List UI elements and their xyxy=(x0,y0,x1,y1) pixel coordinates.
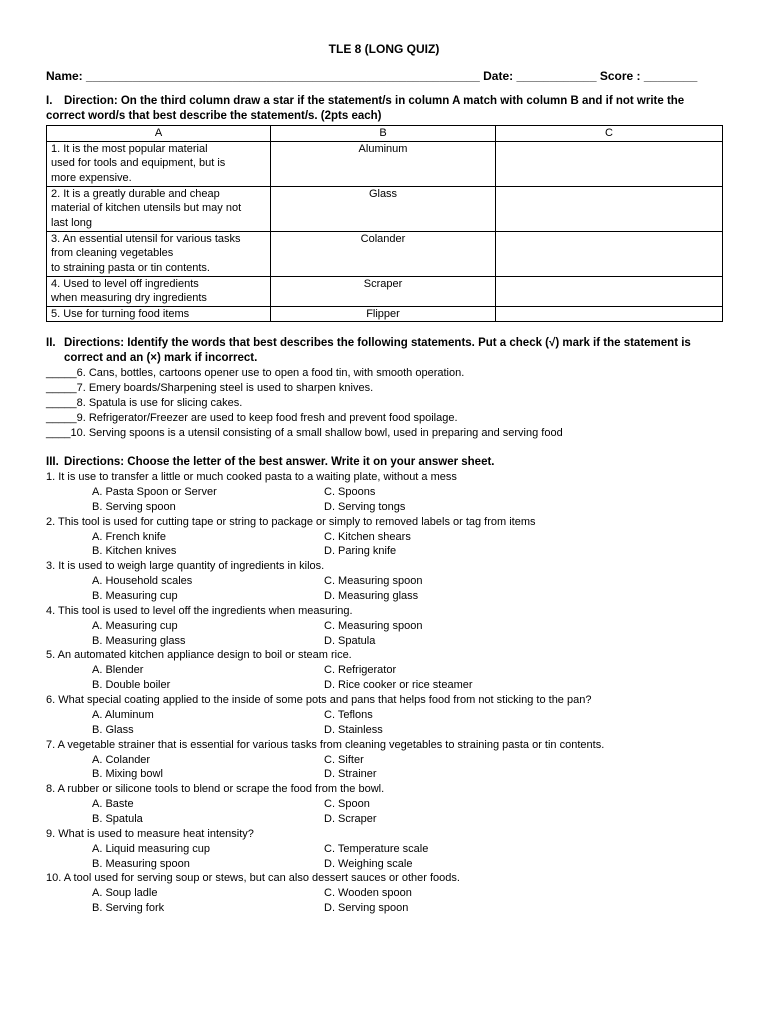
question-text: 5. An automated kitchen appliance design to boil or steam rice. xyxy=(46,649,352,662)
answer-option: A. Blender xyxy=(92,664,144,677)
answer-options xyxy=(46,886,722,916)
statement-item: _____9. Refrigerator/Freezer are used to keep food fresh and prevent food spoilage. xyxy=(46,412,458,424)
question-text: 9. What is used to measure heat intensity? xyxy=(46,827,254,840)
column-a-cell xyxy=(47,141,271,186)
answer-option: A. Pasta Spoon or Server xyxy=(92,486,217,498)
answer-option: D. Spatula xyxy=(324,634,376,647)
question-text: 7. A vegetable strainer that is essential for various tasks from cleaning vegetables to straining pasta or tin contents. xyxy=(46,738,605,751)
answer-option: D. Paring knife xyxy=(324,545,397,558)
answer-option: B. Serving fork xyxy=(92,902,165,915)
answer-option: C. Spoon xyxy=(324,798,370,811)
section-1-direction-text: Direction: On the third column draw a star if the statement/s in column A match with column B and if not write the correct word/s that best describe the statement/s. (2pts each) xyxy=(46,95,685,122)
answer-option: C. Measuring spoon xyxy=(324,575,423,588)
statement-item: ____10. Serving spoons is a utensil consisting of a small shallow bowl, used in preparing and serving food xyxy=(46,427,563,439)
answer-option: D. Strainer xyxy=(324,768,377,781)
name-date-score-line: Name: ___________________________________________________________ Date: ____________ Score : ________ xyxy=(46,69,698,83)
question-item xyxy=(46,559,722,604)
answer-option: D. Serving tongs xyxy=(324,500,406,513)
answer-option: C. Measuring spoon xyxy=(324,619,423,632)
question-item xyxy=(46,515,722,560)
answer-options xyxy=(46,485,722,515)
answer-option: A. Soup ladle xyxy=(92,887,158,900)
question-item xyxy=(46,693,722,738)
column-a-header: A xyxy=(47,126,271,142)
question-item xyxy=(46,648,722,693)
table-row xyxy=(47,186,723,231)
answer-options xyxy=(46,753,722,783)
column-a-cell xyxy=(47,231,271,276)
column-a-cell xyxy=(47,306,271,322)
answer-option: B. Measuring glass xyxy=(92,634,186,647)
question-text: 3. It is used to weigh large quantity of ingredients in kilos. xyxy=(46,560,325,573)
column-a-cell xyxy=(47,186,271,231)
answer-option: D. Serving spoon xyxy=(324,902,409,915)
answer-option: C. Refrigerator xyxy=(324,664,397,677)
table-row xyxy=(47,276,723,306)
cell-line: material of kitchen utensils but may not xyxy=(51,202,242,214)
section-2-direction-text-2: correct and an (×) mark if incorrect. xyxy=(64,352,258,364)
column-b-cell: Aluminum xyxy=(271,141,496,186)
table-row xyxy=(47,306,723,322)
answer-option: D. Scraper xyxy=(324,812,377,825)
answer-option: A. Colander xyxy=(92,753,151,766)
cell-line: used for tools and equipment, but is xyxy=(51,157,226,169)
question-text: 2. This tool is used for cutting tape or string to package or simply to removed labels or tag from items xyxy=(46,515,536,528)
answer-options xyxy=(46,842,722,872)
question-item xyxy=(46,604,722,649)
answer-option: A. Baste xyxy=(92,798,134,811)
question-item xyxy=(46,827,722,872)
statement-item: _____6. Cans, bottles, cartoons opener use to open a food tin, with smooth operation. xyxy=(46,367,465,379)
answer-option: A. Aluminum xyxy=(92,708,154,721)
table-row xyxy=(47,141,723,186)
statement-item: _____8. Spatula is use for slicing cakes. xyxy=(46,397,243,409)
section-1 xyxy=(46,94,722,322)
answer-option: A. Household scales xyxy=(92,575,193,588)
answer-options xyxy=(46,619,722,649)
answer-option: C. Temperature scale xyxy=(324,842,429,855)
question-item xyxy=(46,738,722,783)
column-b-cell: Flipper xyxy=(271,306,496,322)
answer-options xyxy=(46,797,722,827)
column-c-answer-cell[interactable] xyxy=(496,231,723,276)
column-b-cell: Colander xyxy=(271,231,496,276)
answer-option: B. Spatula xyxy=(92,812,143,825)
answer-option: B. Glass xyxy=(92,723,134,736)
column-b-cell: Glass xyxy=(271,186,496,231)
statement-item: _____7. Emery boards/Sharpening steel is used to sharpen knives. xyxy=(46,382,374,394)
answer-option: A. Measuring cup xyxy=(92,619,178,632)
answer-option: A. French knife xyxy=(92,530,166,543)
answer-options xyxy=(46,708,722,738)
section-3-number: III. xyxy=(46,456,59,468)
answer-option: C. Teflons xyxy=(324,708,373,721)
cell-line: 1. It is the most popular material xyxy=(51,142,208,155)
column-b-header: B xyxy=(271,126,496,142)
answer-option: B. Double boiler xyxy=(92,679,171,692)
question-text: 1. It is use to transfer a little or much cooked pasta to a waiting plate, without a mess xyxy=(46,471,457,483)
question-text: 8. A rubber or silicone tools to blend or scrape the food from the bowl. xyxy=(46,783,385,796)
answer-option: B. Measuring spoon xyxy=(92,857,190,870)
answer-option: D. Measuring glass xyxy=(324,589,419,602)
answer-option: D. Stainless xyxy=(324,723,383,736)
section-3-direction-text: Directions: Choose the letter of the best answer. Write it on your answer sheet. xyxy=(64,456,495,468)
column-c-header: C xyxy=(496,126,723,142)
question-text: 6. What special coating applied to the inside of some pots and pans that helps food from not sticking to the pan? xyxy=(46,693,592,706)
cell-line: when measuring dry ingredients xyxy=(51,292,207,304)
section-3-direction xyxy=(46,455,722,470)
section-2 xyxy=(46,336,722,441)
cell-line: more expensive. xyxy=(51,171,132,184)
answer-option: C. Kitchen shears xyxy=(324,530,411,543)
question-item xyxy=(46,782,722,827)
column-b-cell: Scraper xyxy=(271,276,496,306)
section-2-direction xyxy=(46,336,722,351)
matching-table xyxy=(46,125,723,322)
answer-option: B. Measuring cup xyxy=(92,589,178,602)
answer-options xyxy=(46,663,722,693)
answer-option: B. Serving spoon xyxy=(92,500,176,513)
cell-line: 3. An essential utensil for various tasks xyxy=(51,232,241,245)
column-a-cell xyxy=(47,276,271,306)
answer-options xyxy=(46,574,722,604)
section-2-direction-text-1: Directions: Identify the words that best describes the following statements. Put a check (√) mark if the statement is xyxy=(64,337,691,349)
section-3 xyxy=(46,455,722,916)
answer-option: A. Liquid measuring cup xyxy=(92,842,211,855)
answer-option: B. Mixing bowl xyxy=(92,768,163,781)
answer-options xyxy=(46,530,722,560)
question-text: 4. This tool is used to level off the ingredients when measuring. xyxy=(46,604,353,617)
answer-option: B. Kitchen knives xyxy=(92,545,177,558)
section-2-number: II. xyxy=(46,337,56,349)
quiz-page xyxy=(46,42,722,916)
cell-line: 4. Used to level off ingredients xyxy=(51,277,199,290)
column-c-answer-cell[interactable] xyxy=(496,276,723,306)
column-c-answer-cell[interactable] xyxy=(496,186,723,231)
cell-line: 2. It is a greatly durable and cheap xyxy=(51,187,220,200)
answer-option: D. Weighing scale xyxy=(324,857,413,870)
answer-option: D. Rice cooker or rice steamer xyxy=(324,679,473,692)
answer-option: C. Spoons xyxy=(324,486,376,498)
column-c-answer-cell[interactable] xyxy=(496,306,723,322)
page-title: TLE 8 (LONG QUIZ) xyxy=(328,42,440,56)
cell-line: from cleaning vegetables xyxy=(51,247,174,259)
answer-option: C. Wooden spoon xyxy=(324,887,412,900)
question-item xyxy=(46,871,722,916)
cell-line: to straining pasta or tin contents. xyxy=(51,261,210,274)
question-item xyxy=(46,470,722,515)
table-row xyxy=(47,231,723,276)
section-1-direction xyxy=(46,94,722,124)
question-list xyxy=(46,470,722,916)
section-1-number: I. xyxy=(46,95,53,107)
cell-line: 5. Use for turning food items xyxy=(51,307,190,320)
answer-option: C. Sifter xyxy=(324,753,364,766)
column-c-answer-cell[interactable] xyxy=(496,141,723,186)
question-text: 10. A tool used for serving soup or stews, but can also dessert sauces or other foods. xyxy=(46,872,460,885)
cell-line: last long xyxy=(51,216,92,229)
